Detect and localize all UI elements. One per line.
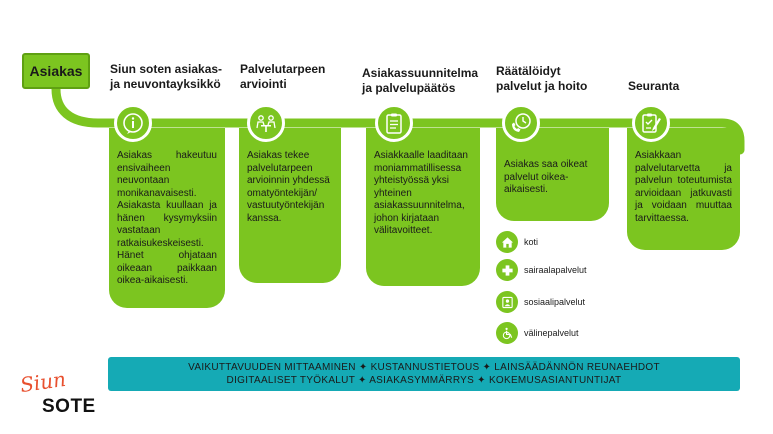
- stage-card-5: [627, 128, 740, 250]
- info-bar-line-2: DIGITAALISET TYÖKALUT ✦ ASIAKASYMMÄRRYS ✦ KOKEMUSASIANTUNTIJAT: [226, 375, 622, 386]
- stage-title-5: Seuranta: [628, 79, 680, 93]
- service-item-valinepalvelut: [496, 322, 579, 344]
- stage-card-2: [239, 128, 341, 283]
- stage-text-4: Asiakas saa oikeat palvelut oikea-aikaisesti.: [504, 159, 588, 195]
- service-label-koti: koti: [524, 237, 539, 247]
- service-label-valinepalvelut: välinepalvelut: [524, 328, 579, 338]
- phone-clock-icon: [502, 104, 540, 142]
- stage-card-3: [366, 128, 480, 286]
- service-label-sairaalapalvelut: sairaalapalvelut: [524, 265, 587, 275]
- logo-script-text: Siun: [18, 366, 68, 398]
- service-item-koti: [496, 231, 538, 253]
- checklist-icon: [632, 104, 670, 142]
- service-item-sairaalapalvelut: [496, 259, 587, 281]
- person-card-icon: [496, 291, 518, 313]
- stage-text-5: Asiakkaan palvelutarvetta ja palvelun toteutumista arvioidaan jatkuvasti ja voidaan muuttaa tarvittaessa.: [635, 150, 732, 224]
- meeting-icon: [247, 104, 285, 142]
- stage-text-1: Asiakas hakeutuu ensivaiheen neuvontaan monikanavaisesti. Asiakasta kuullaan ja hänen kysymyksiin vastataan ratkaisukeskeisesti. Hänet ohjataan oikeaan paikkaan oikea-aikaisesti.: [117, 150, 217, 286]
- stage-text-3: Asiakkaalle laaditaan moniammatillisessa yhteistyössä yksi yhteinen asiakassuunnitelma, johon kirjataan välitavoitteet.: [374, 150, 468, 236]
- logo-bold-text: SOTE: [42, 396, 96, 417]
- stage-title-1: Siun soten asiakas- ja neuvontayksikkö: [110, 62, 223, 91]
- wheelchair-icon: [496, 322, 518, 344]
- stage-title-3: Asiakassuunnitelma ja palvelupäätös: [362, 66, 479, 95]
- stage-title-2: Palvelutarpeen arviointi: [240, 62, 326, 91]
- info-bar-line-1: VAIKUTTAVUUDEN MITTAAMINEN ✦ KUSTANNUSTIETOUS ✦ LAINSÄÄDÄNNÖN REUNAEHDOT: [188, 362, 660, 373]
- start-label-asiakas: Asiakas: [22, 53, 90, 89]
- service-label-sosiaalipalvelut: sosiaalipalvelut: [524, 297, 586, 307]
- stage-card-1: [109, 128, 225, 308]
- stage-text-2: Asiakas tekee palvelutarpeen arvioinnin yhdessä omatyöntekijän/ vastuutyöntekijän kanssa.: [247, 150, 330, 224]
- stage-card-4: [496, 128, 609, 221]
- info-bar: [108, 357, 740, 391]
- home-icon: [496, 231, 518, 253]
- plus-icon: [496, 259, 518, 281]
- info-icon: [114, 104, 152, 142]
- service-item-sosiaalipalvelut: [496, 291, 585, 313]
- clipboard-icon: [375, 104, 413, 142]
- stage-title-4: Räätälöidyt palvelut ja hoito: [496, 64, 588, 93]
